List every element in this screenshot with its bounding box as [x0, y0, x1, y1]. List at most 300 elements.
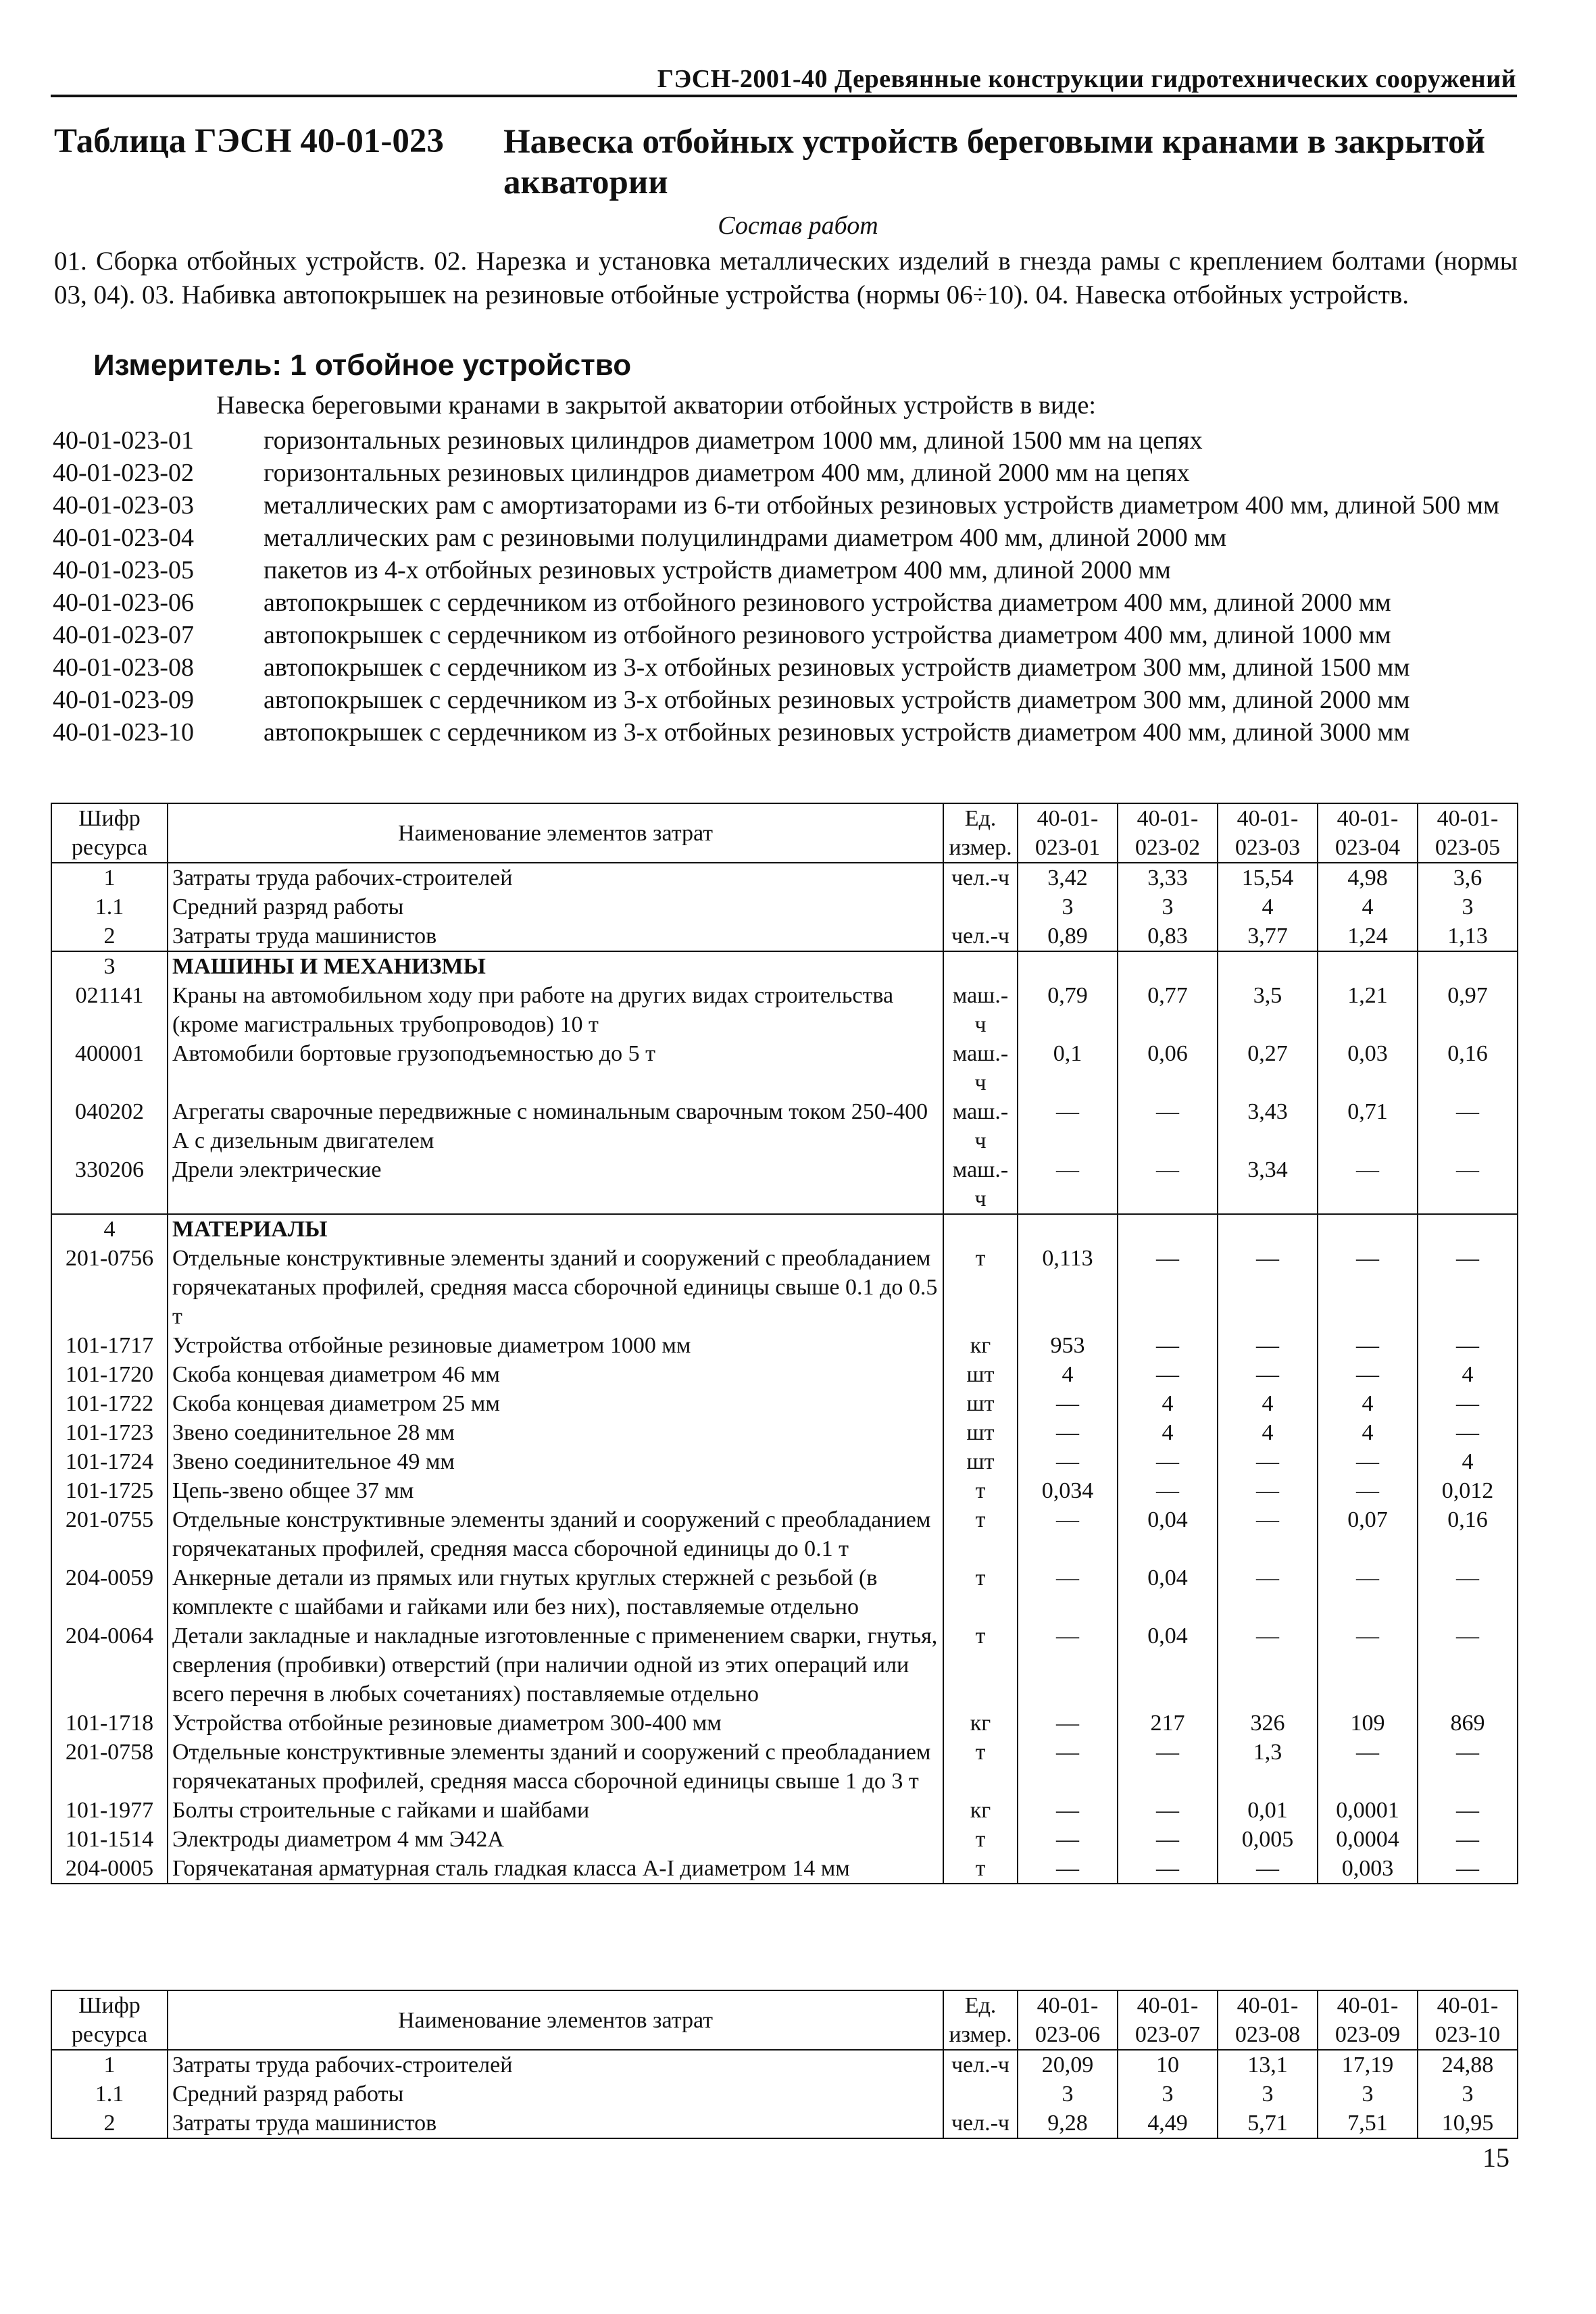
value-cell: 953 [1018, 1331, 1118, 1360]
resource-code: 204-0059 [51, 1563, 168, 1621]
value-cell: 0,16 [1418, 1039, 1518, 1097]
header-norm-code: 40-01-023-06 [1018, 1990, 1118, 2050]
table-row [51, 1476, 1518, 1505]
value-cell: — [1018, 1505, 1118, 1563]
unit-cell: чел.-ч [943, 922, 1018, 951]
value-cell: 7,51 [1318, 2109, 1418, 2138]
value-cell: 4 [1318, 892, 1418, 922]
unit-cell: т [943, 1244, 1018, 1331]
header-rule [51, 95, 1517, 97]
resource-code: 101-1724 [51, 1447, 168, 1476]
value-cell: 0,01 [1218, 1796, 1318, 1825]
cost-element-name: Отдельные конструктивные элементы зданий и сооружений с преобладанием горячекатаных профилей, средняя масса сборочной единицы свыше 0.1 до 0.5 т [168, 1244, 943, 1331]
table-row [51, 1039, 1518, 1097]
header-norm-code: 40-01-023-03 [1218, 803, 1318, 863]
unit-cell: маш.-ч [943, 1097, 1018, 1155]
value-cell: 15,54 [1218, 863, 1318, 892]
value-cell: 4 [1218, 1418, 1318, 1447]
value-cell: 0,03 [1318, 1039, 1418, 1097]
unit-cell [943, 1214, 1018, 1244]
resource-code: 1 [51, 863, 168, 892]
value-cell: 0,27 [1218, 1039, 1318, 1097]
unit-cell: шт [943, 1389, 1018, 1418]
value-cell: 4,98 [1318, 863, 1418, 892]
cost-element-name: МАШИНЫ И МЕХАНИЗМЫ [168, 951, 943, 981]
value-cell: 4 [1018, 1360, 1118, 1389]
unit-cell: шт [943, 1418, 1018, 1447]
value-cell: — [1118, 1476, 1218, 1505]
norm-code: 40-01-023-03 [53, 491, 194, 520]
value-cell: — [1418, 1825, 1518, 1854]
table-row [51, 1244, 1518, 1331]
value-cell: 17,19 [1318, 2050, 1418, 2080]
value-cell: 0,77 [1118, 981, 1218, 1039]
value-cell: 3 [1318, 2080, 1418, 2109]
cost-element-name: Электроды диаметром 4 мм Э42А [168, 1825, 943, 1854]
header-norm-code: 40-01-023-01 [1018, 803, 1118, 863]
resource-code: 2 [51, 922, 168, 951]
norm-code: 40-01-023-04 [53, 524, 194, 552]
value-cell: — [1218, 1563, 1318, 1621]
value-cell: 0,0001 [1318, 1796, 1418, 1825]
value-cell: — [1018, 1418, 1118, 1447]
value-cell: 0,89 [1018, 922, 1118, 951]
unit-cell: маш.-ч [943, 1155, 1018, 1214]
value-cell: — [1018, 1097, 1118, 1155]
cost-element-name: Средний разряд работы [168, 892, 943, 922]
resource-code: 4 [51, 1214, 168, 1244]
unit-cell: т [943, 1854, 1018, 1884]
value-cell: — [1018, 1854, 1118, 1884]
resource-code: 101-1514 [51, 1825, 168, 1854]
unit-cell: шт [943, 1447, 1018, 1476]
cost-element-name: Звено соединительное 49 мм [168, 1447, 943, 1476]
resource-code: 3 [51, 951, 168, 981]
norm-description: автопокрышек с сердечником из 3-х отбойных резиновых устройств диаметром 300 мм, длиной 2000 мм [264, 686, 1410, 714]
unit-cell [943, 951, 1018, 981]
value-cell [1218, 951, 1318, 981]
value-cell: 0,16 [1418, 1505, 1518, 1563]
value-cell: 0,1 [1018, 1039, 1118, 1097]
value-cell [1018, 951, 1118, 981]
code-list-item [53, 522, 1526, 554]
table-header-row [51, 1990, 1518, 2050]
code-list-item [53, 489, 1526, 522]
value-cell: 1,13 [1418, 922, 1518, 951]
value-cell: — [1218, 1244, 1318, 1331]
cost-element-name: Устройства отбойные резиновые диаметром 300-400 мм [168, 1709, 943, 1738]
header-cost-element: Наименование элементов затрат [168, 803, 943, 863]
meter: Измеритель: 1 отбойное устройство [93, 349, 632, 382]
cost-element-name: Детали закладные и накладные изготовленные с применением сварки, гнутья, сверления (пробивки) отверстий (при наличии одной из этих операций или всего перечня в любых сочетаниях) поставляемые отдельно [168, 1621, 943, 1709]
resource-code: 040202 [51, 1097, 168, 1155]
value-cell: — [1218, 1854, 1318, 1884]
table-row [51, 2050, 1518, 2080]
value-cell: — [1118, 1244, 1218, 1331]
works-text: 01. Сборка отбойных устройств. 02. Нарезка и установка металлических изделий в гнезда рамы с креплением болтами (нормы 03, 04). 03. Набивка автопокрышек на резиновые отбойные устройства (нормы 06÷10). 04. Навеска отбойных устройств. [54, 247, 1518, 309]
table-row [51, 1331, 1518, 1360]
unit-cell: т [943, 1825, 1018, 1854]
header-unit: Ед. измер. [943, 1990, 1018, 2050]
unit-cell: шт [943, 1360, 1018, 1389]
value-cell: — [1018, 1389, 1118, 1418]
cost-element-name: Скоба концевая диаметром 46 мм [168, 1360, 943, 1389]
resource-code: 201-0758 [51, 1738, 168, 1796]
resource-code: 1.1 [51, 892, 168, 922]
header-resource-code: Шифр ресурса [51, 803, 168, 863]
value-cell: 3 [1418, 2080, 1518, 2109]
header-norm-code: 40-01-023-10 [1418, 1990, 1518, 2050]
value-cell: 0,83 [1118, 922, 1218, 951]
value-cell: 0,04 [1118, 1621, 1218, 1709]
cost-element-name: Болты строительные с гайками и шайбами [168, 1796, 943, 1825]
cost-element-name: Отдельные конструктивные элементы зданий и сооружений с преобладанием горячекатаных профилей, средняя масса сборочной единицы до 0.1 т [168, 1505, 943, 1563]
value-cell: 0,113 [1018, 1244, 1118, 1331]
unit-cell: т [943, 1738, 1018, 1796]
value-cell: — [1118, 1796, 1218, 1825]
code-list-item [53, 554, 1526, 586]
value-cell: — [1018, 1796, 1118, 1825]
value-cell: — [1118, 1738, 1218, 1796]
norm-description: горизонтальных резиновых цилиндров диаметром 400 мм, длиной 2000 мм на цепях [264, 459, 1190, 487]
codes-lead: Навеска береговыми кранами в закрытой акватории отбойных устройств в виде: [216, 391, 1096, 420]
code-list-item [53, 684, 1526, 716]
value-cell: 4 [1418, 1447, 1518, 1476]
value-cell: 0,04 [1118, 1505, 1218, 1563]
value-cell: — [1118, 1854, 1218, 1884]
table-row [51, 1360, 1518, 1389]
resource-code: 101-1725 [51, 1476, 168, 1505]
value-cell: — [1318, 1563, 1418, 1621]
value-cell: — [1118, 1331, 1218, 1360]
value-cell: 3,33 [1118, 863, 1218, 892]
resource-code: 2 [51, 2109, 168, 2138]
table-title: Навеска отбойных устройств береговыми кранами в закрытой акватории [503, 123, 1485, 201]
value-cell: 24,88 [1418, 2050, 1518, 2080]
resource-code: 201-0756 [51, 1244, 168, 1331]
unit-cell: т [943, 1563, 1018, 1621]
table-row [51, 1825, 1518, 1854]
value-cell: 3,34 [1218, 1155, 1318, 1214]
cost-element-name: Краны на автомобильном ходу при работе на других видах строительства (кроме магистральных трубопроводов) 10 т [168, 981, 943, 1039]
norm-code: 40-01-023-07 [53, 621, 194, 649]
value-cell: 0,06 [1118, 1039, 1218, 1097]
value-cell: — [1418, 1418, 1518, 1447]
norm-description: горизонтальных резиновых цилиндров диаметром 1000 мм, длиной 1500 мм на цепях [264, 426, 1203, 455]
cost-element-name: Анкерные детали из прямых или гнутых круглых стержней с резьбой (в комплекте с шайбами и гайками или без них), поставляемые отдельно [168, 1563, 943, 1621]
value-cell: 217 [1118, 1709, 1218, 1738]
value-cell: 0,79 [1018, 981, 1118, 1039]
value-cell [1418, 1214, 1518, 1244]
resource-code: 1 [51, 2050, 168, 2080]
cost-element-name: Горячекатаная арматурная сталь гладкая класса А-I диаметром 14 мм [168, 1854, 943, 1884]
code-list-item [53, 457, 1526, 489]
table-row [51, 1447, 1518, 1476]
table-row [51, 1621, 1518, 1709]
value-cell: 326 [1218, 1709, 1318, 1738]
resource-table-2 [51, 1990, 1518, 2139]
value-cell: — [1218, 1447, 1318, 1476]
value-cell: — [1318, 1738, 1418, 1796]
running-header: ГЭСН-2001-40 Деревянные конструкции гидротехнических сооружений [657, 65, 1516, 93]
value-cell: — [1318, 1447, 1418, 1476]
table-row [51, 1389, 1518, 1418]
table-row [51, 981, 1518, 1039]
value-cell: 1,3 [1218, 1738, 1318, 1796]
value-cell: — [1418, 1244, 1518, 1331]
value-cell: 3,43 [1218, 1097, 1318, 1155]
value-cell: 0,012 [1418, 1476, 1518, 1505]
value-cell [1318, 1214, 1418, 1244]
table-row [51, 1738, 1518, 1796]
value-cell: 10 [1118, 2050, 1218, 2080]
value-cell: 0,0004 [1318, 1825, 1418, 1854]
value-cell: — [1218, 1505, 1318, 1563]
value-cell: 3,77 [1218, 922, 1318, 951]
value-cell: — [1418, 1097, 1518, 1155]
resource-code: 101-1718 [51, 1709, 168, 1738]
value-cell: 4 [1118, 1418, 1218, 1447]
cost-element-name: Агрегаты сварочные передвижные с номинальным сварочным током 250-400 А с дизельным двигателем [168, 1097, 943, 1155]
value-cell: — [1318, 1155, 1418, 1214]
value-cell: 0,003 [1318, 1854, 1418, 1884]
unit-cell: чел.-ч [943, 2109, 1018, 2138]
norm-code: 40-01-023-02 [53, 459, 194, 487]
resource-code: 1.1 [51, 2080, 168, 2109]
value-cell [1318, 951, 1418, 981]
resource-code: 101-1723 [51, 1418, 168, 1447]
table-row [51, 1796, 1518, 1825]
cost-element-name: Автомобили бортовые грузоподъемностью до 5 т [168, 1039, 943, 1097]
resource-code: 201-0755 [51, 1505, 168, 1563]
value-cell: — [1218, 1621, 1318, 1709]
cost-element-name: Отдельные конструктивные элементы зданий и сооружений с преобладанием горячекатаных профилей, средняя масса сборочной единицы свыше 1 до 3 т [168, 1738, 943, 1796]
cost-element-name: МАТЕРИАЛЫ [168, 1214, 943, 1244]
resource-code: 101-1977 [51, 1796, 168, 1825]
value-cell: 1,21 [1318, 981, 1418, 1039]
value-cell: — [1218, 1360, 1318, 1389]
header-cost-element: Наименование элементов затрат [168, 1990, 943, 2050]
cost-element-name: Цепь-звено общее 37 мм [168, 1476, 943, 1505]
norm-description: автопокрышек с сердечником из 3-х отбойных резиновых устройств диаметром 300 мм, длиной 1500 мм [264, 653, 1410, 682]
value-cell: — [1218, 1331, 1318, 1360]
table-label: Таблица ГЭСН 40-01-023 [54, 122, 444, 160]
value-cell: — [1118, 1155, 1218, 1214]
value-cell [1218, 1214, 1318, 1244]
resource-code: 204-0064 [51, 1621, 168, 1709]
table-row [51, 1214, 1518, 1244]
value-cell: — [1418, 1155, 1518, 1214]
cost-element-name: Дрели электрические [168, 1155, 943, 1214]
value-cell: — [1318, 1360, 1418, 1389]
value-cell: — [1018, 1563, 1118, 1621]
norm-code: 40-01-023-06 [53, 588, 194, 617]
value-cell: — [1418, 1389, 1518, 1418]
table-row [51, 951, 1518, 981]
value-cell: — [1318, 1244, 1418, 1331]
code-list-item [53, 424, 1526, 457]
table-row [51, 1563, 1518, 1621]
value-cell: 869 [1418, 1709, 1518, 1738]
cost-element-name: Звено соединительное 28 мм [168, 1418, 943, 1447]
value-cell: 3 [1418, 892, 1518, 922]
header-norm-code: 40-01-023-05 [1418, 803, 1518, 863]
resource-code: 101-1717 [51, 1331, 168, 1360]
unit-cell: чел.-ч [943, 863, 1018, 892]
unit-cell: кг [943, 1331, 1018, 1360]
value-cell: — [1418, 1331, 1518, 1360]
value-cell: 10,95 [1418, 2109, 1518, 2138]
value-cell: 3 [1118, 2080, 1218, 2109]
norm-code: 40-01-023-05 [53, 556, 194, 584]
cost-element-name: Скоба концевая диаметром 25 мм [168, 1389, 943, 1418]
value-cell: — [1318, 1621, 1418, 1709]
norm-description: автопокрышек с сердечником из 3-х отбойных резиновых устройств диаметром 400 мм, длиной 3000 мм [264, 718, 1410, 747]
unit-cell: чел.-ч [943, 2050, 1018, 2080]
unit-cell: кг [943, 1709, 1018, 1738]
cost-element-name: Средний разряд работы [168, 2080, 943, 2109]
unit-cell: т [943, 1505, 1018, 1563]
value-cell: 0,034 [1018, 1476, 1118, 1505]
resource-code: 101-1722 [51, 1389, 168, 1418]
value-cell: 109 [1318, 1709, 1418, 1738]
resource-code: 400001 [51, 1039, 168, 1097]
resource-code: 101-1720 [51, 1360, 168, 1389]
table-header-row [51, 803, 1518, 863]
value-cell: — [1018, 1825, 1118, 1854]
value-cell: — [1418, 1621, 1518, 1709]
value-cell: 4 [1218, 892, 1318, 922]
value-cell: — [1318, 1331, 1418, 1360]
value-cell: 0,07 [1318, 1505, 1418, 1563]
code-list-item [53, 619, 1526, 651]
value-cell: — [1418, 1854, 1518, 1884]
value-cell: — [1018, 1447, 1118, 1476]
cost-element-name: Затраты труда машинистов [168, 2109, 943, 2138]
cost-element-name: Затраты труда машинистов [168, 922, 943, 951]
header-unit: Ед. измер. [943, 803, 1018, 863]
value-cell: 4 [1218, 1389, 1318, 1418]
norm-description: автопокрышек с сердечником из отбойного резинового устройства диаметром 400 мм, длиной 1000 мм [264, 621, 1391, 649]
unit-cell: кг [943, 1796, 1018, 1825]
value-cell: — [1418, 1796, 1518, 1825]
table-row [51, 1854, 1518, 1884]
table-row [51, 863, 1518, 892]
value-cell: 3 [1118, 892, 1218, 922]
value-cell: — [1318, 1476, 1418, 1505]
header-norm-code: 40-01-023-09 [1318, 1990, 1418, 2050]
value-cell: 0,04 [1118, 1563, 1218, 1621]
value-cell: 4 [1318, 1389, 1418, 1418]
value-cell: 3 [1018, 892, 1118, 922]
value-cell: — [1018, 1621, 1118, 1709]
value-cell: — [1018, 1709, 1118, 1738]
value-cell: 4 [1318, 1418, 1418, 1447]
table-row [51, 1505, 1518, 1563]
value-cell: 4 [1118, 1389, 1218, 1418]
table-row [51, 1155, 1518, 1214]
unit-cell: т [943, 1476, 1018, 1505]
cost-element-name: Затраты труда рабочих-строителей [168, 863, 943, 892]
value-cell: 3 [1218, 2080, 1318, 2109]
value-cell: — [1118, 1447, 1218, 1476]
value-cell [1118, 1214, 1218, 1244]
resource-table-1 [51, 803, 1518, 1884]
value-cell [1418, 951, 1518, 981]
norm-description: автопокрышек с сердечником из отбойного резинового устройства диаметром 400 мм, длиной 2000 мм [264, 588, 1391, 617]
value-cell: — [1118, 1825, 1218, 1854]
table-row [51, 892, 1518, 922]
table-row [51, 1418, 1518, 1447]
norm-description: металлических рам с резиновыми полуцилиндрами диаметром 400 мм, длиной 2000 мм [264, 524, 1227, 552]
value-cell: — [1118, 1360, 1218, 1389]
value-cell [1018, 1214, 1118, 1244]
value-cell: — [1418, 1738, 1518, 1796]
header-resource-code: Шифр ресурса [51, 1990, 168, 2050]
norm-code: 40-01-023-10 [53, 718, 194, 747]
norm-code: 40-01-023-09 [53, 686, 194, 714]
table-row [51, 1709, 1518, 1738]
unit-cell: маш.-ч [943, 981, 1018, 1039]
value-cell: 1,24 [1318, 922, 1418, 951]
value-cell: 3,5 [1218, 981, 1318, 1039]
value-cell: 0,005 [1218, 1825, 1318, 1854]
norm-description: металлических рам с амортизаторами из 6-ти отбойных резиновых устройств диаметром 400 мм, длиной 500 мм [264, 491, 1500, 520]
header-norm-code: 40-01-023-04 [1318, 803, 1418, 863]
norm-code: 40-01-023-01 [53, 426, 194, 455]
resource-code: 204-0005 [51, 1854, 168, 1884]
unit-cell: т [943, 1621, 1018, 1709]
header-norm-code: 40-01-023-02 [1118, 803, 1218, 863]
value-cell: 5,71 [1218, 2109, 1318, 2138]
value-cell: 4,49 [1118, 2109, 1218, 2138]
value-cell: 13,1 [1218, 2050, 1318, 2080]
code-list [53, 424, 1526, 749]
value-cell: 0,71 [1318, 1097, 1418, 1155]
value-cell: — [1418, 1563, 1518, 1621]
value-cell: 3,6 [1418, 863, 1518, 892]
value-cell: 3,42 [1018, 863, 1118, 892]
value-cell: 20,09 [1018, 2050, 1118, 2080]
works-heading: Состав работ [718, 211, 878, 240]
cost-element-name: Устройства отбойные резиновые диаметром 1000 мм [168, 1331, 943, 1360]
header-norm-code: 40-01-023-07 [1118, 1990, 1218, 2050]
unit-cell [943, 892, 1018, 922]
value-cell: 4 [1418, 1360, 1518, 1389]
resource-code: 330206 [51, 1155, 168, 1214]
table-row [51, 1097, 1518, 1155]
value-cell: 9,28 [1018, 2109, 1118, 2138]
value-cell: — [1018, 1738, 1118, 1796]
unit-cell [943, 2080, 1018, 2109]
value-cell: — [1018, 1155, 1118, 1214]
code-list-item [53, 716, 1526, 749]
unit-cell: маш.-ч [943, 1039, 1018, 1097]
value-cell: — [1218, 1476, 1318, 1505]
norm-code: 40-01-023-08 [53, 653, 194, 682]
header-norm-code: 40-01-023-08 [1218, 1990, 1318, 2050]
norm-description: пакетов из 4-х отбойных резиновых устройств диаметром 400 мм, длиной 2000 мм [264, 556, 1171, 584]
table-row [51, 2080, 1518, 2109]
table-row [51, 922, 1518, 951]
value-cell [1118, 951, 1218, 981]
resource-code: 021141 [51, 981, 168, 1039]
code-list-item [53, 651, 1526, 684]
code-list-item [53, 586, 1526, 619]
table-row [51, 2109, 1518, 2138]
value-cell: 0,97 [1418, 981, 1518, 1039]
cost-element-name: Затраты труда рабочих-строителей [168, 2050, 943, 2080]
